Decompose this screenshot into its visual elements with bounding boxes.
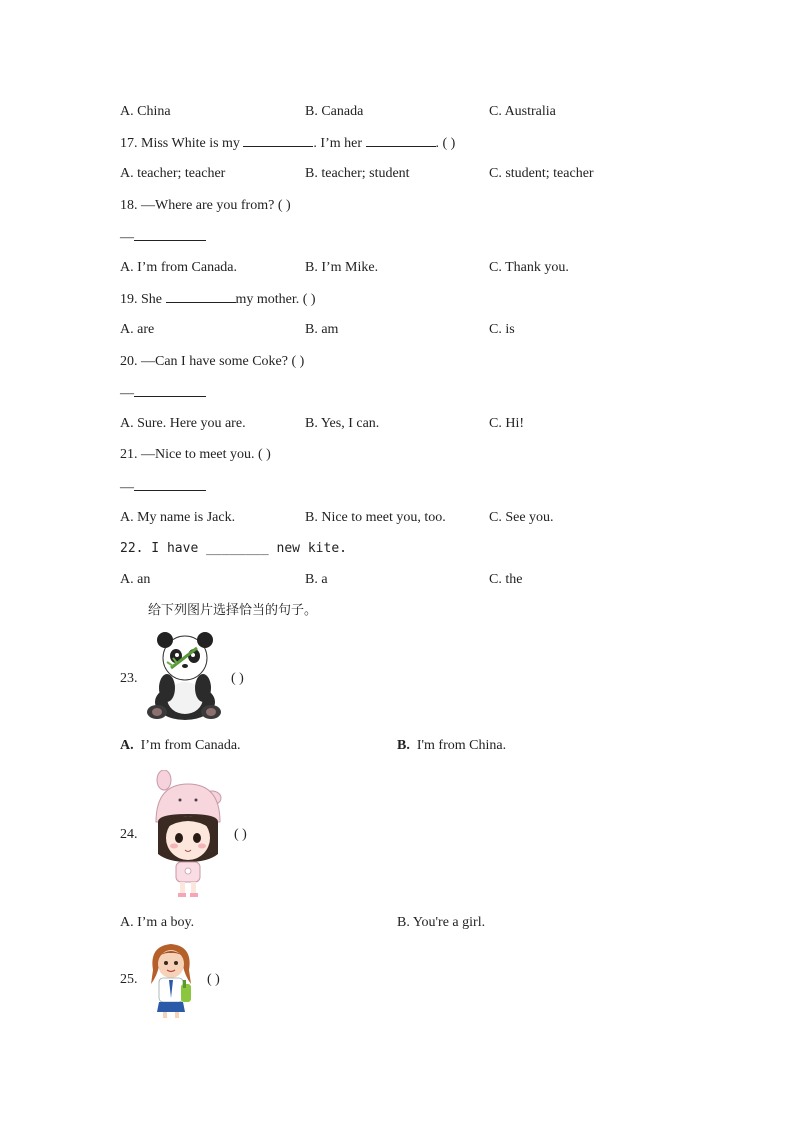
q25-number: 25. <box>120 972 138 987</box>
q17-suffix: . ( ) <box>435 136 456 151</box>
q16-option-b: B. Canada <box>305 104 364 119</box>
q18-option-b: B. I’m Mike. <box>305 260 379 275</box>
q19-suffix: my mother. ( ) <box>235 292 316 307</box>
q19-option-b: B. am <box>305 322 339 337</box>
q17-option-c: C. student; teacher <box>489 166 594 181</box>
q17-stem <box>120 134 455 153</box>
q24-number: 24. <box>120 827 138 842</box>
q20-stem: 20. —Can I have some Coke? ( ) <box>120 354 305 369</box>
q20-blank <box>134 384 206 397</box>
q24-answer-paren: ( ) <box>234 827 247 842</box>
q23-option-a-text: I’m from Canada. <box>140 738 241 753</box>
q19-prefix: 19. She <box>120 292 166 307</box>
q20-option-a: A. Sure. Here you are. <box>120 416 246 431</box>
q21-stem: 21. —Nice to meet you. ( ) <box>120 447 271 462</box>
q18-answer-line <box>120 228 206 247</box>
q17-option-b: B. teacher; student <box>305 166 410 181</box>
q17-option-a: A. teacher; teacher <box>120 166 226 181</box>
q18-option-c: C. Thank you. <box>489 260 569 275</box>
q19-blank <box>166 290 236 303</box>
q18-dash: — <box>120 230 134 245</box>
q23-option-a-letter: A. <box>120 738 134 753</box>
q16-option-c: C. Australia <box>489 104 556 119</box>
q17-blank-1 <box>243 134 313 147</box>
q20-answer-line <box>120 384 206 403</box>
q21-blank <box>134 478 206 491</box>
q23-number: 23. <box>120 671 138 686</box>
q23-option-b <box>397 737 506 755</box>
q20-option-c: C. Hi! <box>489 416 524 431</box>
q25-answer-paren: ( ) <box>207 972 220 987</box>
q16-option-a: A. China <box>120 104 171 119</box>
q22-option-b: B. a <box>305 572 328 587</box>
panda-illustration <box>143 628 227 724</box>
q20-option-b: B. Yes, I can. <box>305 416 380 431</box>
q21-answer-line <box>120 478 206 497</box>
q21-option-c: C. See you. <box>489 510 554 525</box>
q23-option-b-letter: B. <box>397 738 410 753</box>
q22-stem: 22. I have ________ new kite. <box>120 541 347 556</box>
q23-option-a <box>120 737 241 755</box>
q18-stem: 18. —Where are you from? ( ) <box>120 198 291 213</box>
q17-blank-2 <box>366 134 436 147</box>
q18-option-a: A. I’m from Canada. <box>120 260 238 275</box>
q17-prefix: 17. Miss White is my <box>120 136 244 151</box>
q24-option-b: B. You're a girl. <box>397 915 486 930</box>
q21-dash: — <box>120 480 134 495</box>
q19-option-a: A. are <box>120 322 155 337</box>
section-instruction: 给下列图片选择恰当的句子。 <box>148 603 318 618</box>
girl-in-bunny-hat-illustration <box>150 770 226 898</box>
q18-blank <box>134 228 206 241</box>
q22-option-c: C. the <box>489 572 523 587</box>
q23-option-b-text: I'm from China. <box>416 738 507 753</box>
schoolgirl-illustration <box>145 940 197 1020</box>
q17-mid: . I’m her <box>313 136 366 151</box>
q24-option-a: A. I’m a boy. <box>120 915 195 930</box>
q22-option-a: A. an <box>120 572 151 587</box>
q21-option-a: A. My name is Jack. <box>120 510 236 525</box>
q20-dash: — <box>120 386 134 401</box>
q19-stem <box>120 290 316 309</box>
q21-option-b: B. Nice to meet you, too. <box>305 510 446 525</box>
q23-answer-paren: ( ) <box>231 671 244 686</box>
q19-option-c: C. is <box>489 322 515 337</box>
